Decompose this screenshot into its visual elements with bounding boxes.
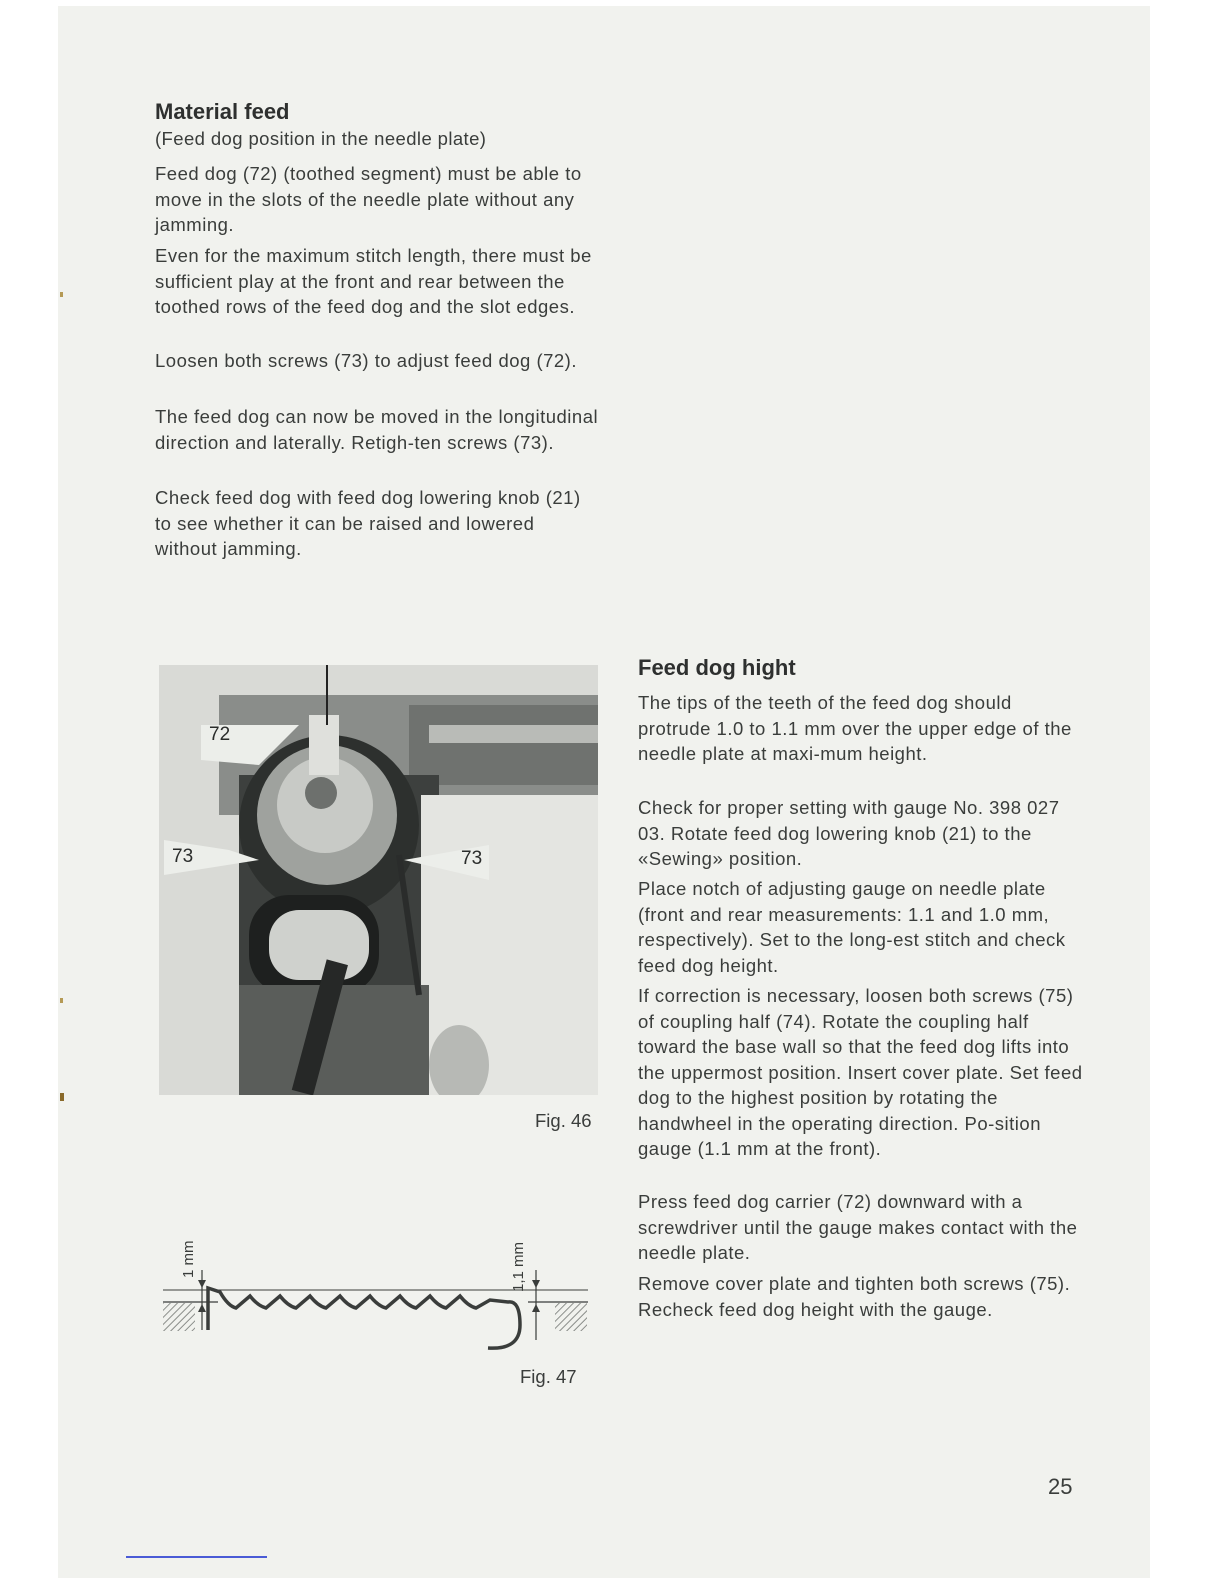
paragraph: Check feed dog with feed dog lowering knob (21) to see whether it can be raised and lowered without jamming. xyxy=(155,487,581,559)
callout-72: 72 xyxy=(209,724,231,745)
paragraph: Feed dog (72) (toothed segment) must be able to move in the slots of the needle plate without any jamming. xyxy=(155,163,582,235)
bottom-link-underline[interactable] xyxy=(126,1556,267,1558)
paragraph: Even for the maximum stitch length, there must be sufficient play at the front and rear between the toothed rows of the feed dog and the slot edges. xyxy=(155,245,592,317)
margin-mark xyxy=(60,998,63,1003)
callout-73-left: 73 xyxy=(172,846,194,867)
dimension-label-left: 1 mm xyxy=(180,1240,197,1278)
paragraph: If correction is necessary, loosen both screws (75) of coupling half (74). Rotate the coupling half toward the base wall so that the feed dog lifts into the uppermost position. Insert cover plate. Set feed dog to the highest position by rotating the handwheel in the operating direction. Po-sition gauge (1.1 mm at the front). xyxy=(638,985,1083,1159)
section-title-material-feed: Material feed xyxy=(155,99,290,124)
page-number: 25 xyxy=(1048,1474,1073,1499)
figure-47-caption: Fig. 47 xyxy=(520,1366,577,1387)
figure-46-caption: Fig. 46 xyxy=(535,1110,592,1131)
dimension-label-right: 1,1 mm xyxy=(510,1241,527,1292)
section-title-feed-dog-hight: Feed dog hight xyxy=(638,655,796,680)
paragraph: The feed dog can now be moved in the longitudinal direction and laterally. Retigh-ten screws (73). xyxy=(155,406,599,453)
section-subtitle: (Feed dog position in the needle plate) xyxy=(155,128,487,149)
paragraph: Loosen both screws (73) to adjust feed dog (72). xyxy=(155,350,577,371)
paragraph: Place notch of adjusting gauge on needle plate (front and rear measurements: 1.1 and 1.0 mm, respectively). Set to the long-est stitch and check feed dog height. xyxy=(638,878,1066,976)
figure-47-diagram xyxy=(158,1230,598,1365)
margin-mark xyxy=(60,1093,64,1101)
paragraph: Remove cover plate and tighten both screws (75). Recheck feed dog height with the gauge. xyxy=(638,1273,1071,1320)
callout-73-right: 73 xyxy=(461,848,483,869)
paragraph: Press feed dog carrier (72) downward with a screwdriver until the gauge makes contact with the needle plate. xyxy=(638,1191,1078,1263)
margin-mark xyxy=(60,292,63,297)
paragraph: Check for proper setting with gauge No. 398 027 03. Rotate feed dog lowering knob (21) to the «Sewing» position. xyxy=(638,797,1060,869)
paragraph: The tips of the teeth of the feed dog should protrude 1.0 to 1.1 mm over the upper edge of the needle plate at maxi-mum height. xyxy=(638,692,1072,764)
